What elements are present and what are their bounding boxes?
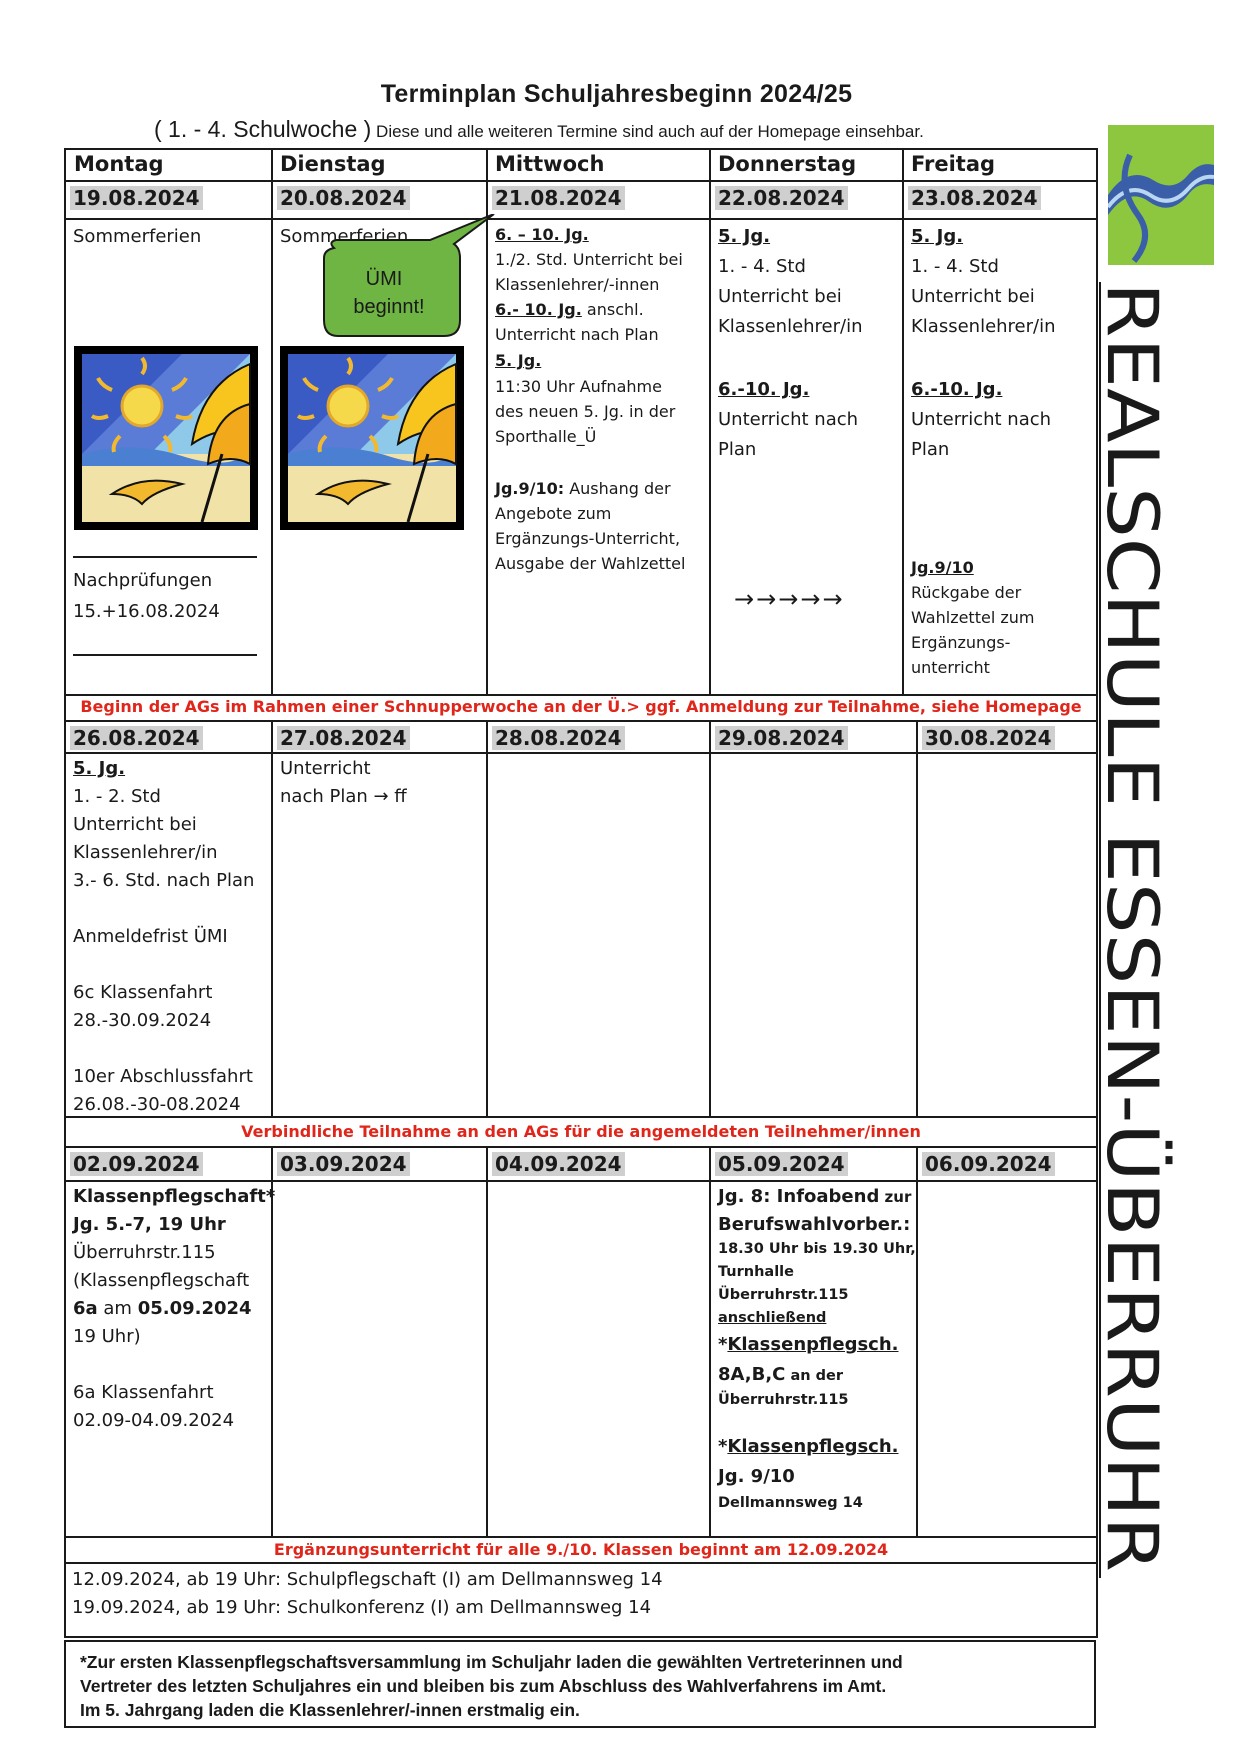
date-cell: 20.08.2024	[277, 186, 410, 210]
bubble-line1: ÜMI	[365, 268, 403, 290]
fri-w1-l8: Jg.9/10	[911, 558, 974, 577]
mon-w3-l6: 19 Uhr)	[73, 1326, 141, 1347]
date-cell: 23.08.2024	[908, 186, 1041, 210]
bubble-line2: beginnt!	[353, 296, 425, 318]
wed-w1-l3: Klassenlehrer/-innen	[495, 275, 660, 294]
mon-w3-l2: Jg. 5.-7, 19 Uhr	[73, 1214, 226, 1235]
tue-w2-l1: Unterricht	[280, 758, 371, 779]
fri-w1-l11: Ergänzungs-	[911, 633, 1011, 652]
wed-w1-l13: Ausgabe der Wahlzettel	[495, 554, 686, 573]
thu-w1-l2: 1. - 4. Std	[718, 256, 806, 277]
fri-w1-l6: Unterricht nach	[911, 409, 1052, 430]
thu-w1-l3: Unterricht bei	[718, 286, 842, 307]
mon-w3-l5b: am	[97, 1298, 138, 1319]
mon-w3-l1: Klassenpflegschaft*	[73, 1186, 276, 1207]
day-header-tuesday: Dienstag	[280, 152, 386, 176]
wed-w1-l4b: anschl.	[581, 300, 644, 319]
thu-w3-l7a: *	[718, 1334, 728, 1355]
thu-w3-l5: Überruhrstr.115	[718, 1287, 849, 1303]
footnote-box	[64, 1640, 1096, 1728]
fri-w1-l2: 1. - 4. Std	[911, 256, 999, 277]
footnote-line-2: Vertreter des letzten Schuljahres ein und bleiben bis zum Abschluss des Wahlverfahrens im Amt.	[80, 1676, 887, 1696]
mon-w3-l3: Überruhrstr.115	[73, 1242, 216, 1263]
wed-w1-l6: 5. Jg.	[495, 351, 542, 370]
mon-w2-l10: 26.08.-30-08.2024	[73, 1094, 241, 1115]
date-cell: 29.08.2024	[715, 726, 848, 750]
fri-w1-l12: unterricht	[911, 658, 990, 677]
fri-w1-l1: 5. Jg.	[911, 226, 964, 247]
wed-w1-l4	[495, 297, 644, 322]
thu-w3-l6: anschließend	[718, 1310, 827, 1326]
date-cell: 26.08.2024	[70, 726, 203, 750]
thu-w3-l11: Jg. 9/10	[718, 1466, 795, 1487]
fri-w1-l4: Klassenlehrer/in	[911, 316, 1056, 337]
mon-w3-l7: 6a Klassenfahrt	[73, 1382, 214, 1403]
school-name-text: REALSCHULE ESSEN-ÜBERRUHR	[1091, 282, 1173, 1413]
mon-w2-l9: 10er Abschlussfahrt	[73, 1066, 253, 1087]
fri-w1-l10: Wahlzettel zum	[911, 608, 1035, 627]
date-cell: 04.09.2024	[492, 1152, 625, 1176]
wed-w1-l9: Sporthalle_Ü	[495, 427, 597, 446]
beach-sun-image	[278, 344, 466, 532]
school-name-vertical	[1082, 282, 1182, 1582]
day-header-friday: Freitag	[911, 152, 996, 176]
notice-ag-binding: Verbindliche Teilnahme an den AGs für die angemeldeten Teilnehmer/innen	[241, 1122, 921, 1141]
notice-ergaenzung: Ergänzungsunterricht für alle 9./10. Klassen beginnt am 12.09.2024	[273, 1540, 889, 1559]
thu-w3-l10a: *	[718, 1436, 728, 1457]
wed-w1-l4a: 6.- 10. Jg.	[495, 300, 582, 319]
wed-w1-l11: Angebote zum	[495, 504, 612, 523]
date-cell: 30.08.2024	[922, 726, 1055, 750]
page-subtitle	[154, 116, 924, 143]
thu-w3-l4: Turnhalle	[718, 1264, 794, 1280]
thu-w1-l4: Klassenlehrer/in	[718, 316, 863, 337]
mon-w2-l5: 3.- 6. Std. nach Plan	[73, 870, 255, 891]
thu-w3-l7b: Klassenpflegsch.	[727, 1334, 899, 1355]
fri-w1-l5: 6.-10. Jg.	[911, 379, 1003, 400]
footnote-line-3: Im 5. Jahrgang laden die Klassenlehrer/-innen erstmalig ein.	[80, 1700, 580, 1720]
mon-w1-nachpruefungen-date: 15.+16.08.2024	[73, 601, 220, 622]
mon-w2-l8: 28.-30.09.2024	[73, 1010, 212, 1031]
date-cell: 22.08.2024	[715, 186, 848, 210]
mon-w3-l5	[73, 1296, 252, 1322]
thu-w3-l8b: an der	[785, 1368, 843, 1384]
date-cell: 03.09.2024	[277, 1152, 410, 1176]
mon-w2-l3: Unterricht bei	[73, 814, 197, 835]
mon-w2-l2: 1. - 2. Std	[73, 786, 161, 807]
wed-w1-l1: 6. – 10. Jg.	[495, 225, 589, 244]
thu-w1-l1: 5. Jg.	[718, 226, 771, 247]
day-header-thursday: Donnerstag	[718, 152, 857, 176]
mon-w2-l6: Anmeldefrist ÜMI	[73, 926, 228, 947]
mon-w3-l8: 02.09-04.09.2024	[73, 1410, 235, 1431]
fri-w1-l9: Rückgabe der	[911, 583, 1022, 602]
mon-w3-l5c: 05.09.2024	[137, 1298, 252, 1319]
date-cell: 19.08.2024	[70, 186, 203, 210]
date-cell: 06.09.2024	[922, 1152, 1055, 1176]
mon-w2-l1: 5. Jg.	[73, 758, 126, 779]
fri-w1-l3: Unterricht bei	[911, 286, 1035, 307]
wed-w1-l8: des neuen 5. Jg. in der	[495, 402, 676, 421]
date-cell: 27.08.2024	[277, 726, 410, 750]
day-header-wednesday: Mittwoch	[495, 152, 605, 176]
subtitle-note: Diese und alle weiteren Termine sind auch auf der Homepage einsehbar.	[371, 122, 924, 141]
wed-w1-l10a: Jg.9/10:	[495, 479, 565, 498]
bottom-line-2: 19.09.2024, ab 19 Uhr: Schulkonferenz (I) am Dellmannsweg 14	[72, 1597, 652, 1618]
wed-w1-l10	[495, 476, 671, 501]
thu-w3-l8a: 8A,B,C	[718, 1364, 786, 1385]
thu-w3-l2: Berufswahlvorber.:	[718, 1214, 911, 1235]
bottom-line-1: 12.09.2024, ab 19 Uhr: Schulpflegschaft (I) am Dellmannsweg 14	[72, 1569, 663, 1590]
mon-w1-nachpruefungen: Nachprüfungen	[73, 570, 213, 591]
thu-w3-l1b: zur	[879, 1188, 912, 1206]
thu-w3-l1a: Jg. 8: Infoabend	[718, 1186, 880, 1207]
date-cell: 28.08.2024	[492, 726, 625, 750]
mon-w1-text: Sommerferien	[73, 226, 202, 247]
fri-w1-l7: Plan	[911, 439, 950, 460]
footnote-line-1: *Zur ersten Klassenpflegschaftsversammlung im Schuljahr laden die gewählten Vertreterinnen und	[80, 1652, 903, 1672]
wed-w1-l2: 1./2. Std. Unterricht bei	[495, 250, 683, 269]
thu-w1-arrows: →→→→→	[734, 585, 845, 613]
tue-w2-l2: nach Plan → ff	[280, 786, 407, 807]
wed-w1-l5: Unterricht nach Plan	[495, 325, 659, 344]
day-header-monday: Montag	[74, 152, 164, 176]
thu-w1-l5: 6.-10. Jg.	[718, 379, 810, 400]
mon-w2-l7: 6c Klassenfahrt	[73, 982, 213, 1003]
school-logo	[1108, 125, 1214, 265]
mon-w3-l4: (Klassenpflegschaft	[73, 1270, 250, 1291]
thu-w3-l9: Überruhrstr.115	[718, 1392, 849, 1408]
wed-w1-l10b: Aushang der	[564, 479, 671, 498]
date-cell: 05.09.2024	[715, 1152, 848, 1176]
thu-w3-l3: 18.30 Uhr bis 19.30 Uhr,	[718, 1241, 916, 1257]
thu-w1-l6: Unterricht nach	[718, 409, 859, 430]
subtitle-week-range: ( 1. - 4. Schulwoche )	[154, 116, 372, 142]
date-cell: 02.09.2024	[70, 1152, 203, 1176]
wed-w1-l12: Ergänzungs-Unterricht,	[495, 529, 681, 548]
mon-w3-l5a: 6a	[73, 1298, 98, 1319]
thu-w1-l7: Plan	[718, 439, 757, 460]
wed-w1-l7: 11:30 Uhr Aufnahme	[495, 377, 662, 396]
thu-w3-l10b: Klassenpflegsch.	[727, 1436, 899, 1457]
beach-sun-image	[72, 344, 260, 532]
thu-w3-l12: Dellmannsweg 14	[718, 1495, 863, 1511]
page-title: Terminplan Schuljahresbeginn 2024/25	[380, 80, 853, 108]
tue-w1-text: Sommerferien	[280, 226, 409, 247]
date-cell: 21.08.2024	[492, 186, 625, 210]
mon-w2-l4: Klassenlehrer/in	[73, 842, 218, 863]
notice-ag-start: Beginn der AGs im Rahmen einer Schnupperwoche an der Ü.> ggf. Anmeldung zur Teilnahme, siehe Homepage	[80, 697, 1082, 716]
